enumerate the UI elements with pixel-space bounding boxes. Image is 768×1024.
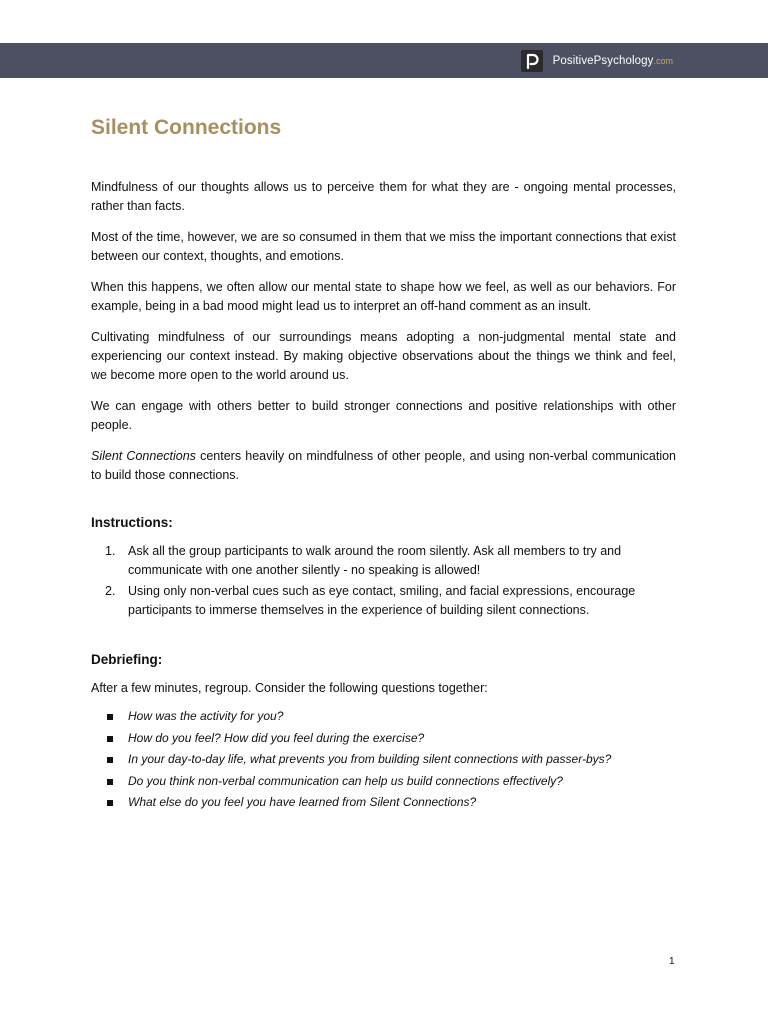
bullet-square-icon [107, 779, 113, 785]
positive-psychology-logo-icon [521, 50, 543, 72]
debriefing-intro: After a few minutes, regroup. Consider the following questions together: [91, 681, 488, 695]
bullet-square-icon [107, 800, 113, 806]
intro-paragraph: Most of the time, however, we are so consumed in them that we miss the important connections that exist between our context, thoughts, and emotions. [91, 230, 676, 263]
bullet-square-icon [107, 757, 113, 763]
question-text: Do you think non-verbal communication can help us build connections effectively? [128, 773, 563, 788]
list-item [91, 749, 676, 771]
question-text: In your day-to-day life, what prevents you from building silent connections with passer-bys? [128, 752, 612, 766]
instructions-heading: Instructions: [91, 515, 173, 530]
page-title: Silent Connections [91, 116, 282, 139]
list-item [91, 582, 676, 620]
brand-name: PositivePsychology [552, 55, 654, 67]
activity-name: Silent Connections [91, 449, 196, 463]
question-text: What else do you feel you have learned from Silent Connections? [128, 795, 477, 809]
bullet-square-icon [107, 736, 113, 742]
intro-paragraph: Cultivating mindfulness of our surroundings means adopting a non-judgmental mental state and experiencing our context instead. By making objective observations about the things we think and feel, we become more open to the world around us. [91, 330, 676, 382]
brand [521, 50, 673, 72]
brand-suffix: .com [653, 56, 673, 66]
step-text: Using only non-verbal cues such as eye contact, smiling, and facial expressions, encourage participants to immerse themselves in the experience of building silent connections. [128, 584, 636, 617]
step-number: 2. [105, 584, 116, 598]
bullet-square-icon [107, 714, 113, 720]
intro-paragraph: Mindfulness of our thoughts allows us to perceive them for what they are - ongoing mental processes, rather than facts. [91, 180, 676, 213]
list-item [91, 792, 676, 814]
step-number: 1. [105, 544, 116, 558]
questions-list [91, 706, 676, 814]
list-item [91, 728, 676, 750]
intro-paragraph: We can engage with others better to build stronger connections and positive relationships with other people. [91, 399, 676, 432]
intro-paragraph: When this happens, we often allow our mental state to shape how we feel, as well as our behaviors. For example, being in a bad mood might lead us to interpret an off-hand comment as an insult. [91, 280, 676, 313]
question-text: How was the activity for you? [128, 709, 284, 723]
intro-paragraph [91, 447, 676, 485]
instructions-list [91, 542, 676, 620]
question-text: How do you feel? How did you feel during the exercise? [128, 730, 425, 745]
page-number: 1 [669, 956, 675, 967]
document-body [91, 178, 676, 814]
header-bar [0, 43, 768, 78]
debriefing-heading: Debriefing: [91, 652, 163, 667]
list-item [91, 542, 676, 580]
list-item [91, 706, 676, 728]
intro-last-text: centers heavily on mindfulness of other people, and using non-verbal communication to build those connections. [91, 449, 676, 482]
step-text: Ask all the group participants to walk around the room silently. Ask all members to try and communicate with one another silently - no speaking is allowed! [128, 544, 622, 577]
list-item [91, 771, 676, 793]
